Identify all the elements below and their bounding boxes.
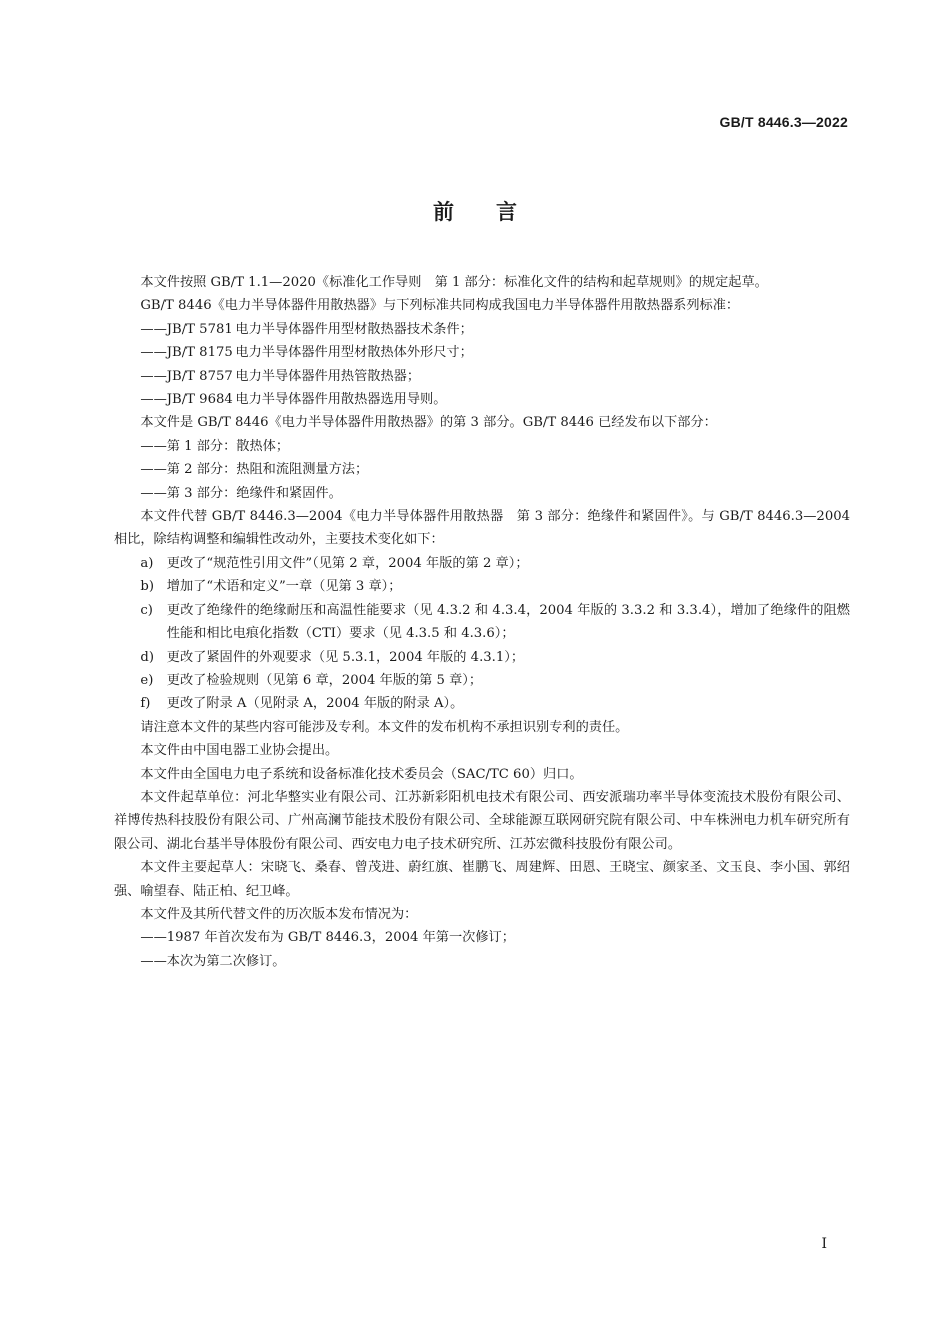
- document-code: GB/T 8446.3—2022: [719, 114, 848, 130]
- change-marker: f): [140, 696, 151, 712]
- list-item-standard: [114, 318, 850, 341]
- change-marker: e): [140, 672, 154, 688]
- standard-code: ——JB/T 8175: [140, 345, 233, 361]
- change-text: 增加了“术语和定义”一章（见第 3 章）；: [166, 579, 402, 595]
- paragraph-proposer: 本文件由中国电器工业协会提出。: [140, 743, 339, 759]
- list-item-standard: [114, 388, 850, 411]
- standard-title: 电力半导体器件用型材散热器技术条件；: [235, 321, 473, 337]
- paragraph-drafting-units: 本文件起草单位：河北华整实业有限公司、江苏新彩阳机电技术有限公司、西安派瑞功率半导体变流技术股份有限公司、祥博传热科技股份有限公司、广州高澜节能技术股份有限公司、全球能源互联网研究院有限公司、中车株洲电力机车研究所有限公司、湖北台基半导体股份有限公司、西安电力电子技术研究所、江苏宏微科技股份有限公司。: [114, 789, 850, 852]
- standard-code: ——JB/T 5781: [140, 321, 233, 337]
- paragraph-drafters: 本文件主要起草人：宋晓飞、桑春、曾茂进、蔚红旗、崔鹏飞、周建辉、田恩、王晓宝、颜家圣、文玉良、李小国、郭绍强、喻望春、陆正柏、纪卫峰。: [114, 860, 850, 899]
- list-item-change: [114, 575, 850, 598]
- change-text: 更改了“规范性引用文件”（见第 2 章，2004 年版的第 2 章）；: [166, 555, 529, 571]
- change-marker: b): [140, 579, 154, 595]
- list-item-change: [114, 646, 850, 669]
- list-item-change: [114, 669, 850, 692]
- change-marker: d): [140, 649, 154, 665]
- change-text: 更改了紧固件的外观要求（见 5.3.1，2004 年版的 4.3.1）；: [166, 649, 525, 665]
- list-item-part: ——第 1 部分：散热体；: [140, 438, 290, 454]
- list-item-change: [114, 599, 850, 646]
- page-number: I: [821, 1236, 827, 1252]
- paragraph-history-intro: 本文件及其所代替文件的历次版本发布情况为：: [140, 906, 418, 922]
- page-title: 前言: [433, 200, 559, 224]
- list-item-part: ——第 3 部分：绝缘件和紧固件。: [140, 485, 342, 501]
- paragraph-series-intro: GB/T 8446《电力半导体器件用散热器》与下列标准共同构成我国电力半导体器件用散热器系列标准：: [140, 298, 740, 314]
- paragraph-drafting-basis: 本文件按照 GB/T 1.1—2020《标准化工作导则 第 1 部分：标准化文件的结构和起草规则》的规定起草。: [140, 275, 768, 290]
- list-item-part: ——第 2 部分：热阻和流阻测量方法；: [140, 462, 369, 478]
- list-item-change: [114, 552, 850, 575]
- list-item-history: ——本次为第二次修订。: [140, 953, 286, 969]
- paragraph-replacement: 本文件代替 GB/T 8446.3—2004《电力半导体器件用散热器 第 3 部分：绝缘件和紧固件》。与 GB/T 8446.3—2004 相比，除结构调整和编辑性改动外，主要技术变化如下：: [114, 509, 850, 548]
- foreword-body: [114, 271, 850, 973]
- standard-title: 电力半导体器件用型材散热体外形尺寸；: [235, 345, 473, 361]
- list-item-history: ——1987 年首次发布为 GB/T 8446.3，2004 年第一次修订；: [140, 930, 515, 946]
- change-marker: a): [140, 555, 154, 571]
- standard-code: ——JB/T 9684: [140, 392, 233, 408]
- change-text: 更改了检验规则（见第 6 章，2004 年版的第 5 章）；: [166, 672, 483, 688]
- list-item-standard: [114, 341, 850, 364]
- change-text: 更改了附录 A（见附录 A，2004 年版的附录 A）。: [166, 696, 464, 712]
- list-item-change: [114, 692, 850, 715]
- paragraph-patent-notice: 请注意本文件的某些内容可能涉及专利。本文件的发布机构不承担识别专利的责任。: [140, 719, 629, 735]
- standard-code: ——JB/T 8757: [140, 368, 233, 384]
- paragraph-committee: 本文件由全国电力电子系统和设备标准化技术委员会（SAC/TC 60）归口。: [140, 766, 583, 782]
- list-item-standard: [114, 365, 850, 388]
- change-text: 更改了绝缘件的绝缘耐压和高温性能要求（见 4.3.2 和 4.3.4，2004 年版的 3.3.2 和 3.3.4），增加了绝缘件的阻燃性能和相比电痕化指数（CTI）要求（见 4.3.5 和 4.3.6）；: [166, 602, 850, 642]
- standard-title: 电力半导体器件用散热器选用导则。: [235, 392, 447, 408]
- change-marker: c): [140, 602, 153, 618]
- paragraph-part-info: 本文件是 GB/T 8446《电力半导体器件用散热器》的第 3 部分。GB/T 8446 已经发布以下部分：: [140, 415, 717, 431]
- standard-title: 电力半导体器件用热管散热器；: [235, 368, 421, 384]
